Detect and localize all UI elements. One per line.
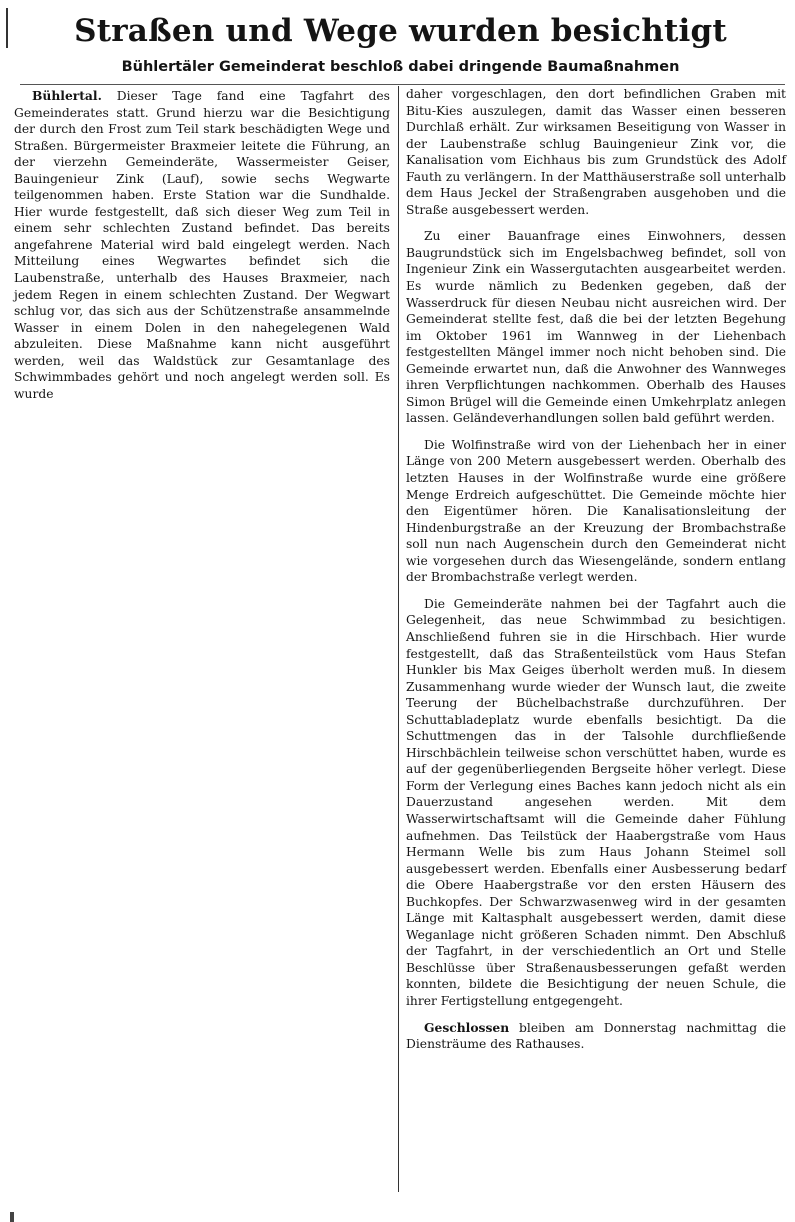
closing-text: bleiben am Donnerstag nachmittag die Diensträume des Rathauses. bbox=[406, 1020, 786, 1052]
right-column bbox=[406, 86, 786, 1063]
headline: Straßen und Wege wurden besichtigt bbox=[74, 13, 727, 49]
paragraph-text: Dieser Tage fand eine Tagfahrt des Gemeinderates statt. Grund hierzu war die Besichtigung der durch den Frost zum Teil stark beschädigten Wege und Straßen. Bürgermeister Braxmeier leitete die Führung, an der vierzehn Gemeinderäte, Wassermeister Geiser, Bauingenieur Zink (Lauf), sowie sechs Wegwarte teilgenommen haben. Erste Station war die Sundhalde. Hier wurde festgestellt, daß sich dieser Weg zum Teil in einem sehr schlechten Zustand befindet. Das bereits angefahrene Material wird bald eingelegt werden. Nach Mitteilung eines Wegwartes befindet sich die Laubenstraße, unterhalb des Hauses Braxmeier, nach jedem Regen in einem schlechten Zustand. Der Wegwart schlug vor, das sich aus der Schützenstraße ansammelnde Wasser in einem Dolen in den nahegelegenen Wald abzuleiten. Diese Maßnahme kann nicht ausgeführt werden, weil das Waldstück zur Gesamtanlage des Schwimmbades gehört und noch angelegt werden soll. Es wurde bbox=[14, 89, 390, 401]
closing-lead-word: Geschlossen bbox=[424, 1019, 510, 1035]
closing-paragraph bbox=[406, 1020, 786, 1053]
paragraph: daher vorgeschlagen, den dort befindlichen Graben mit Bitu-Kies auszulegen, damit das Wasser einen besseren Durchlaß erhält. Zur wirksamen Beseitigung von Wasser in der Laubenstraße schlug Bauingenieur Zink vor, die Kanalisation vom Eichhaus bis zum Grundstück des Adolf Fauth zu verlängern. In der Matthäuserstraße soll unterhalb dem Haus Jeckel der Straßengraben ausgehoben und die Straße ausgebessert werden. bbox=[406, 87, 786, 217]
column-divider bbox=[398, 86, 399, 1192]
paragraph: Zu einer Bauanfrage eines Einwohners, dessen Baugrundstück sich im Engelsbachweg befindet, soll von Ingenieur Zink ein Wassergutachten ausgearbeitet werden. Es wurde nämlich zu Bedenken gegeben, daß der Wasserdruck für diesen Neubau nicht ausreichen wird. Der Gemeinderat stellte fest, daß die bei der letzten Begehung im Oktober 1961 im Wannweg in der Liehenbach festgestellten Mängel immer noch nicht behoben sind. Die Gemeinde erwartet nun, daß die Anwohner des Wannweges ihren Verpflichtungen nachkommen. Oberhalb des Hauses Simon Brügel will die Gemeinde einen Umkehrplatz anlegen lassen. Geländeverhandlungen sollen bald geführt werden. bbox=[406, 229, 786, 426]
left-edge-mark bbox=[6, 8, 8, 48]
paragraph bbox=[14, 88, 390, 402]
paragraph: Die Wolfinstraße wird von der Liehenbach her in einer Länge von 200 Metern ausgebessert werden. Oberhalb des letzten Hauses in der Wolfinstraße wurde eine größere Menge Erdreich aufgeschüttet. Die Gemeinde möchte hier den Eigentümer hören. Die Kanalisationsleitung der Hindenburgstraße an der Kreuzung der Brombachstraße soll nun nach Augenschein durch den Gemeinderat nicht wie vorgesehen durch das Wiesengelände, sondern entlang der Brombachstraße verlegt werden. bbox=[406, 437, 786, 585]
bottom-edge-mark bbox=[10, 1212, 14, 1222]
subheadline: Bühlertäler Gemeinderat beschloß dabei dringende Baumaßnahmen bbox=[121, 59, 680, 75]
dateline: Bühlertal. bbox=[32, 88, 102, 103]
paragraph: Die Gemeinderäte nahmen bei der Tagfahrt auch die Gelegenheit, das neue Schwimmbad zu besichtigen. Anschließend fuhren sie in die Hirschbach. Hier wurde festgestellt, daß das Straßenteilstück vom Haus Stefan Hunkler bis Max Geiges überholt werden muß. In diesem Zusammenhang wurde wieder der Wunsch laut, die zweite Teerung der Büchelbachstraße durchzuführen. Der Schuttabladeplatz wurde ebenfalls besichtigt. Da die Schuttmengen das in der Talsohle durchfließende Hirschbächlein teilweise schon verschüttet haben, wurde es auf der gegenüberliegenden Bergseite höher verlegt. Diese Form der Verlegung eines Baches kann jedoch nicht als ein Dauerzustand angesehen werden. Mit dem Wasserwirtschaftsamt will die Gemeinde daher Fühlung aufnehmen. Das Teilstück der Haabergstraße vom Haus Hermann Welle bis zum Haus Johann Steimel soll ausgebessert werden. Ebenfalls einer Ausbesserung bedarf die Obere Haabergstraße vor den ersten Häusern des Buchkopfes. Der Schwarzwasenweg wird in der gesamten Länge mit Kaltasphalt ausgebessert werden, damit diese Weganlage nicht größeren Schaden nimmt. Den Abschluß der Tagfahrt, in der verschiedentlich an Ort und Stelle Beschlüsse über Straßenausbesserungen gefaßt werden konnten, bildete die Besichtigung der neuen Schule, die ihrer Fertigstellung entgegengeht. bbox=[406, 596, 786, 1008]
header-rule bbox=[20, 84, 785, 85]
left-column bbox=[14, 88, 390, 412]
